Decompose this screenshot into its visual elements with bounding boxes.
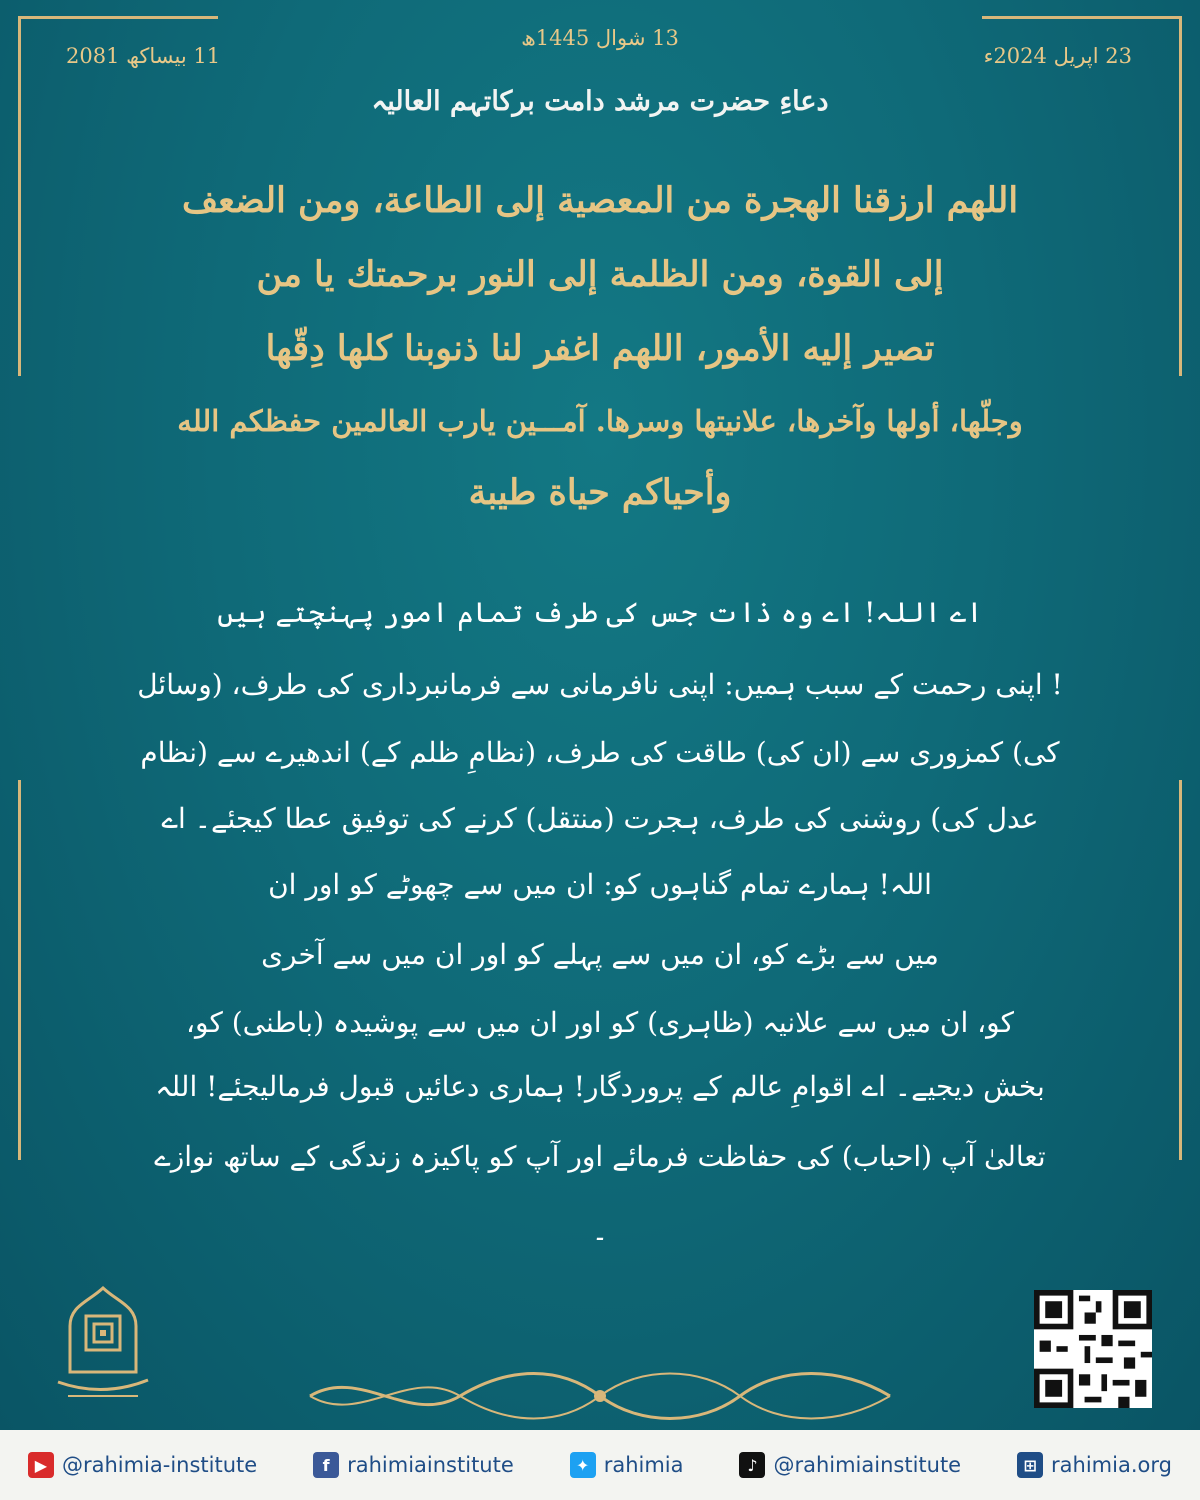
bikrami-date: 11 بیساکھ 2081 <box>66 44 221 68</box>
urdu-translation-line: اے اللہ! اے وہ ذات جس کی طرف تمام امور پہنچتے ہیں <box>217 596 983 629</box>
frame-corner-top-left <box>18 16 218 19</box>
arabic-dua-line: تصير إليه الأمور، اللهم اغفر لنا ذنوبنا كلها دِقّها <box>265 328 935 369</box>
tiktok-handle: @rahimiainstitute <box>773 1453 962 1477</box>
twitter-handle: rahimia <box>603 1453 684 1477</box>
gregorian-date: 23 اپریل 2024ء <box>983 44 1132 68</box>
frame-corner-top-right <box>982 16 1182 19</box>
youtube-handle: @rahimia-institute <box>61 1453 258 1477</box>
twitter-link[interactable] <box>570 1452 684 1478</box>
tiktok-icon: ♪ <box>739 1452 765 1478</box>
hijri-date: 13 شوال 1445ھ <box>521 26 679 50</box>
globe-icon: ⊞ <box>1017 1452 1043 1478</box>
youtube-link[interactable] <box>28 1452 257 1478</box>
facebook-icon: f <box>313 1452 339 1478</box>
qr-code[interactable] <box>1034 1290 1152 1408</box>
urdu-translation-line: کی) کمزوری سے (ان کی) طاقت کی طرف، (نظامِ ظلم کے) اندھیرے سے (نظام <box>140 736 1060 769</box>
urdu-translation-line: ! اپنی رحمت کے سبب ہمیں: اپنی نافرمانی سے فرمانبرداری کی طرف، (وسائل <box>137 668 1063 701</box>
website-link[interactable] <box>1017 1452 1172 1478</box>
urdu-translation-line: میں سے بڑے کو، ان میں سے پہلے کو اور ان میں سے آخری <box>261 938 939 971</box>
gold-ornament <box>300 1366 900 1426</box>
twitter-icon: ✦ <box>570 1452 596 1478</box>
rahimia-logo-icon <box>38 1280 168 1410</box>
arabic-dua-line: وأحياكم حياة طيبة <box>468 472 732 513</box>
facebook-link[interactable] <box>313 1452 514 1478</box>
urdu-translation-line: اللہ! ہمارے تمام گناہوں کو: ان میں سے چھوٹے کو اور ان <box>268 868 932 901</box>
urdu-translation-line: تعالیٰ آپ (احباب) کی حفاظت فرمائے اور آپ کو پاکیزہ زندگی کے ساتھ نوازے <box>154 1140 1046 1173</box>
footer-social-bar <box>0 1430 1200 1500</box>
arabic-dua-line: إلى القوة، ومن الظلمة إلى النور برحمتك يا من <box>256 254 944 295</box>
arabic-dua-line: وجلّها، أولها وآخرها، علانيتها وسرها. آمـــين يارب العالمين حفظكم الله <box>177 404 1023 438</box>
arabic-dua-line: اللهم ارزقنا الهجرة من المعصية إلى الطاعة، ومن الضعف <box>181 180 1019 221</box>
urdu-translation-line: بخش دیجیے۔ اے اقوامِ عالم کے پروردگار! ہماری دعائیں قبول فرمالیجئے! اللہ <box>155 1070 1045 1103</box>
website-url: rahimia.org <box>1051 1453 1172 1477</box>
urdu-translation-line: عدل کی) روشنی کی طرف، ہجرت (منتقل) کرنے کی توفیق عطا کیجئے۔ اے <box>161 802 1039 835</box>
page-title: دعاءِ حضرت مرشد دامت برکاتہم العالیہ <box>371 86 829 117</box>
tiktok-link[interactable] <box>739 1452 961 1478</box>
urdu-translation-line: ۔ <box>591 1214 609 1247</box>
urdu-translation-line: کو، ان میں سے علانیہ (ظاہری) کو اور ان میں سے پوشیدہ (باطنی) کو، <box>186 1006 1014 1039</box>
facebook-handle: rahimiainstitute <box>347 1453 514 1477</box>
youtube-icon: ▶ <box>28 1452 54 1478</box>
